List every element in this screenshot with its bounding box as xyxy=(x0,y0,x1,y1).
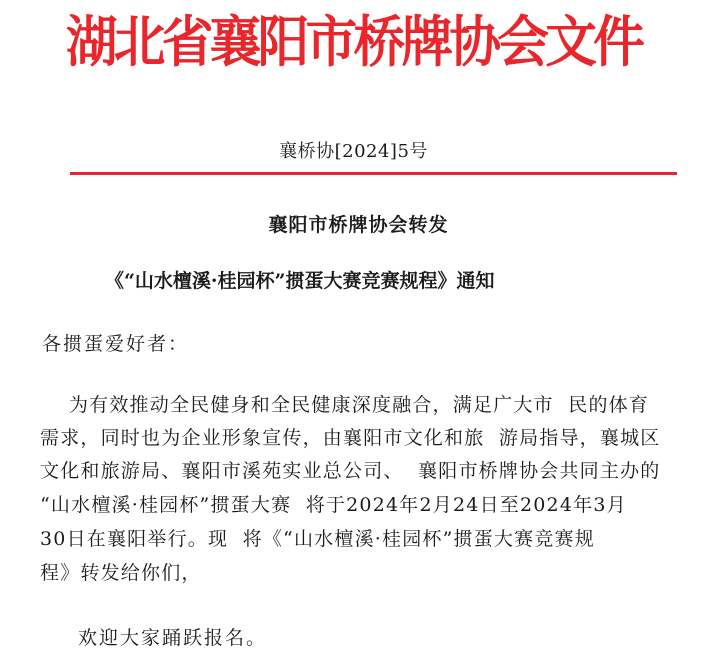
salutation: 各掼蛋爱好者： xyxy=(42,333,190,355)
issuer-line: 襄阳市桥牌协会转发 xyxy=(268,214,449,236)
body-line: 程》转发给你们， xyxy=(40,562,202,584)
body-line: “山水檀溪·桂园杯”掼蛋大赛 将于2024年2月24日至2024年3月 xyxy=(40,494,627,516)
body-line: 需求，同时也为企业形象宣传，由襄阳市文化和旅 游局指导，襄城区 xyxy=(40,427,661,449)
document-header-title: 湖北省襄阳市桥牌协会文件 xyxy=(65,10,642,74)
closing-line: 欢迎大家踊跃报名。 xyxy=(78,627,268,649)
body-line: 文化和旅游局、襄阳市溪苑实业总公司、 襄阳市桥牌协会共同主办的 xyxy=(40,460,661,482)
body-line: 为有效推动全民健身和全民健康深度融合，满足广大市 民的体育 xyxy=(40,394,650,416)
header-divider-line xyxy=(70,172,677,175)
document-number: 襄桥协[2024]5号 xyxy=(279,141,428,162)
body-line: 30日在襄阳举行。现 将《“山水檀溪·桂园杯”掼蛋大赛竞赛规 xyxy=(40,528,595,550)
notice-title: 《“山水檀溪·桂园杯”掼蛋大赛竞赛规程》通知 xyxy=(105,270,495,292)
